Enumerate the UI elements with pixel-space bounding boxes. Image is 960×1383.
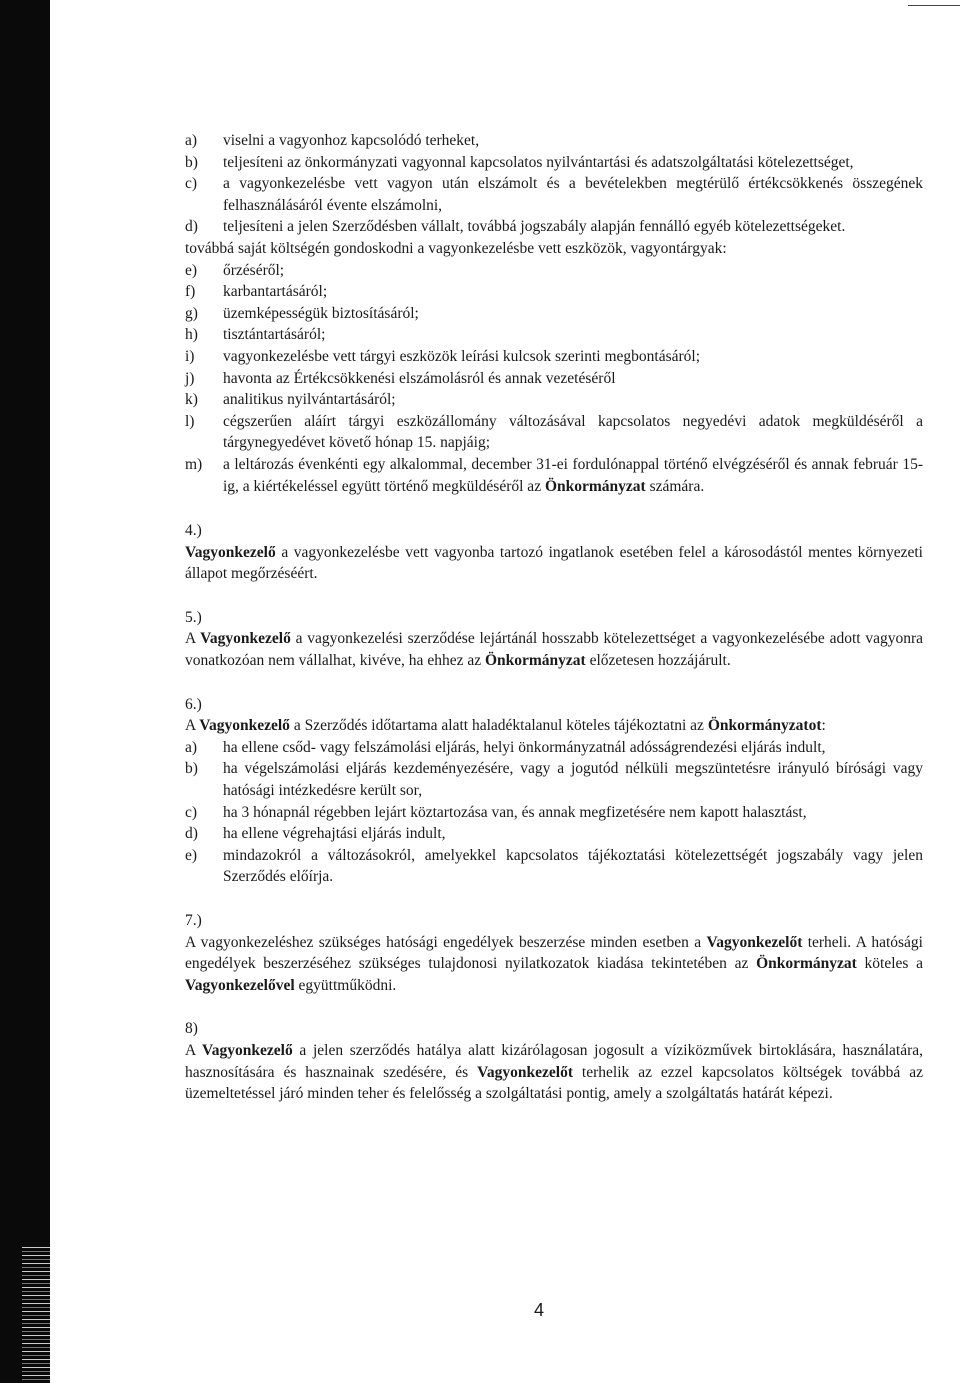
section-4-text — [185, 542, 923, 585]
list-item — [185, 845, 923, 888]
text-run: terhelik az ezzel kapcsolatos költségek továbbá az üzemeltetéssel járó minden teher és felelősség a szolgáltatási pontig, amely a szolgáltatás határát képezi. — [185, 1063, 923, 1103]
list-text: analitikus nyilvántartásáról; — [223, 391, 396, 409]
section-7-text — [185, 932, 923, 997]
list-item — [185, 758, 923, 801]
text-run: terheli. A hatósági engedélyek beszerzéséhez szükséges tulajdonosi nyilatkozatok kiadása tekintetében az — [185, 933, 923, 973]
text-run: a leltározás évenkénti egy alkalommal, december 31-ei fordulónappal történő elvégzéséről és annak február 15-ig, a kiértékeléssel együtt történő megküldéséről az — [223, 455, 923, 495]
list-marker: j) — [185, 369, 195, 387]
list-text: üzemképességük biztosításáról; — [223, 304, 419, 322]
list-text: mindazokról a változásokról, amelyekkel kapcsolatos tájékoztatási kötelezettségét jogszabály vagy jelen Szerződés előírja. — [223, 846, 923, 886]
list-item — [185, 802, 923, 824]
list-item — [185, 411, 923, 454]
bold-run: Vagyonkezelő — [185, 543, 276, 561]
bold-run: Vagyonkezelőt — [706, 933, 803, 951]
bold-run: Önkormányzatot — [707, 717, 822, 735]
list-text: teljesíteni a jelen Szerződésben vállalt, továbbá jogszabály alapján fennálló egyéb kötelezettségeket. — [223, 218, 846, 236]
text-run: a Szerződés időtartama alatt haladéktalanul köteles tájékoztatni az — [289, 717, 708, 735]
text-run: A — [185, 630, 201, 648]
text-run: előzetesen hozzájárult. — [585, 652, 731, 670]
text-run: A — [185, 1041, 203, 1059]
text-run: számára. — [645, 477, 705, 495]
list-marker: i) — [185, 347, 195, 365]
list-marker: f) — [185, 283, 196, 301]
scan-top-rule — [908, 5, 960, 6]
scan-noise — [22, 1245, 50, 1383]
text-run: a jelen szerződés hatálya alatt kizárólagosan jogosult a víziközművek birtoklására, használatára, hasznosítására és hasznainak szedésére, és — [185, 1041, 923, 1081]
list-item — [185, 389, 923, 411]
list-text: őrzéséről; — [223, 261, 285, 279]
section-8-text — [185, 1040, 923, 1105]
list-marker: e) — [185, 261, 198, 279]
bold-run: Vagyonkezelő — [199, 717, 290, 735]
list-marker: c) — [185, 803, 198, 821]
list-marker: b) — [185, 153, 198, 171]
care-intro: továbbá saját költségén gondoskodni a vagyonkezelésbe vett eszközök, vagyontárgyak: — [185, 239, 727, 257]
document-body — [185, 130, 923, 1105]
section-6-heading: 6.) — [185, 695, 202, 713]
section-5-heading: 5.) — [185, 608, 202, 626]
list-item — [185, 303, 923, 325]
list-text: cégszerűen aláírt tárgyi eszközállomány változásával kapcsolatos negyedévi adatok megküldéséről a tárgynegyedévet követő hónap 15. napjáig; — [223, 412, 923, 452]
list-marker: a) — [185, 132, 198, 149]
section-6-text — [185, 715, 923, 737]
list-text: ha 3 hónapnál régebben lejárt köztartozása van, és annak megfizetésére nem kapott halasztást, — [223, 803, 807, 821]
list-marker: k) — [185, 391, 198, 409]
bold-run: Vagyonkezelő — [202, 1041, 293, 1059]
text-run: A — [185, 717, 200, 735]
section-6-list — [185, 737, 923, 888]
section-7-heading: 7.) — [185, 912, 202, 929]
list-marker: d) — [185, 218, 198, 236]
text-run: a vagyonkezelési szerződése lejártánál hosszabb kötelezettséget a vagyonkezelésébe adott vagyonra vonatkozóan nem vállalhat, kivéve, ha ehhez az — [185, 630, 924, 670]
list-text: vagyonkezelésbe vett tárgyi eszközök leírási kulcsok szerinti megbontásáról; — [223, 347, 701, 365]
text-run: a vagyonkezelésbe vett vagyonba tartozó ingatlanok esetében felel a károsodástól mentes környezeti állapot megőrzéséért. — [185, 543, 923, 583]
list-text: teljesíteni az önkormányzati vagyonnal kapcsolatos nyilvántartási és adatszolgáltatási kötelezettséget, — [223, 153, 854, 171]
list-marker: l) — [185, 412, 195, 430]
bold-run: Vagyonkezelő — [200, 630, 291, 648]
list-text: viselni a vagyonhoz kapcsolódó terheket, — [223, 132, 480, 149]
section-5-text — [185, 628, 923, 671]
list-marker: h) — [185, 326, 198, 344]
bold-run: Önkormányzat — [544, 477, 646, 495]
list-item — [185, 324, 923, 346]
list-item — [185, 737, 923, 759]
list-marker: m) — [185, 455, 203, 473]
list-item — [185, 823, 923, 845]
section-8-heading: 8) — [185, 1020, 198, 1038]
bold-run: Önkormányzat — [484, 652, 586, 670]
text-run: A vagyonkezeléshez szükséges hatósági engedélyek beszerzése minden esetben a — [185, 933, 707, 951]
section-4-heading: 4.) — [185, 522, 202, 540]
list-obligations — [185, 130, 923, 238]
list-text — [223, 454, 923, 497]
list-marker: c) — [185, 175, 198, 193]
bold-run: Vagyonkezelővel — [185, 976, 295, 994]
list-item — [185, 130, 923, 152]
list-text: ha végelszámolási eljárás kezdeményezésére, vagy a jogutód nélküli megszüntetésre irányuló bírósági vagy hatósági intézkedésre került sor, — [223, 760, 923, 800]
list-marker: b) — [185, 760, 198, 778]
list-item — [185, 173, 923, 216]
list-care — [185, 260, 923, 498]
scan-edge-bar — [0, 0, 50, 1383]
list-item — [185, 216, 923, 238]
list-text: ha ellene csőd- vagy felszámolási eljárás, helyi önkormányzatnál adósságrendezési eljárás indult, — [223, 738, 826, 756]
list-item — [185, 346, 923, 368]
list-item — [185, 454, 923, 497]
list-text: havonta az Értékcsökkenési elszámolásról és annak vezetéséről — [223, 369, 616, 387]
list-marker: g) — [185, 304, 198, 322]
list-marker: d) — [185, 825, 198, 843]
page-number: 4 — [534, 1300, 545, 1320]
text-run: együttműködni. — [294, 976, 397, 994]
bold-run: Vagyonkezelőt — [477, 1063, 573, 1081]
list-text: a vagyonkezelésbe vett vagyon után elszámolt és a bevételekben megtérülő értékcsökkenés összegének felhasználásáról évente elszámolni, — [223, 175, 923, 214]
list-text: ha ellene végrehajtási eljárás indult, — [223, 825, 446, 843]
bold-run: Önkormányzat — [756, 955, 857, 973]
list-item — [185, 260, 923, 282]
list-text: tisztántartásáról; — [223, 326, 326, 344]
list-marker: e) — [185, 846, 198, 864]
list-item — [185, 152, 923, 174]
list-item — [185, 281, 923, 303]
text-run: köteles a — [856, 955, 923, 973]
list-item — [185, 368, 923, 390]
list-marker: a) — [185, 738, 198, 756]
text-run: : — [821, 717, 826, 735]
list-text: karbantartásáról; — [223, 283, 328, 301]
